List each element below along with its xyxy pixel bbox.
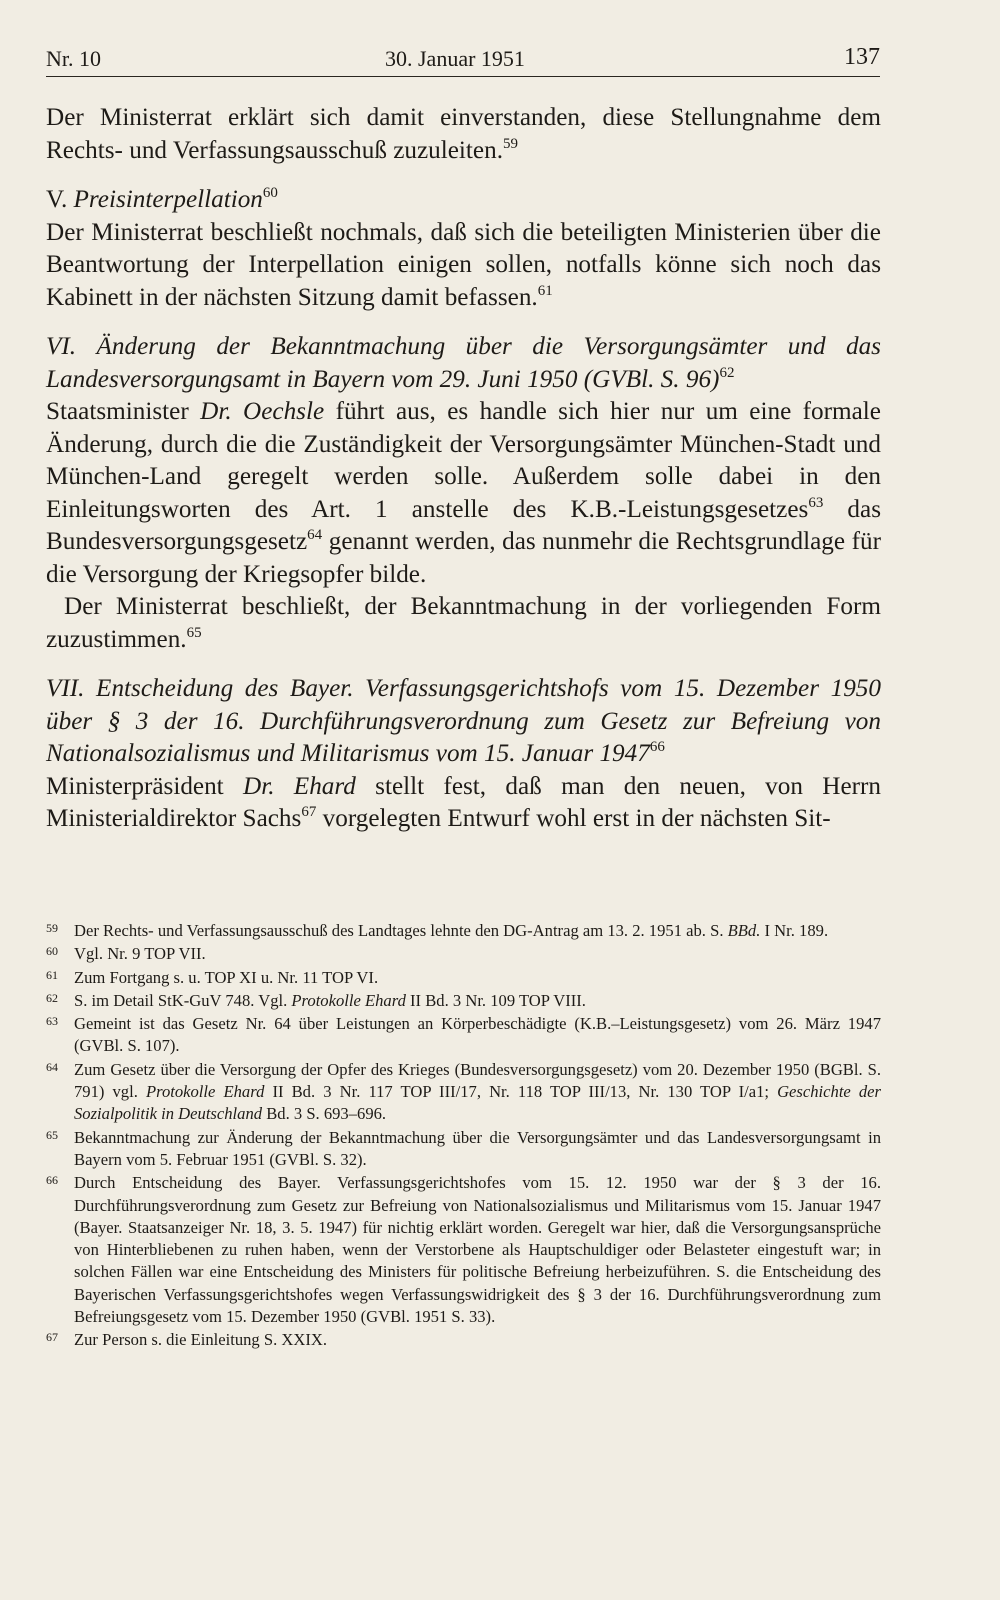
footnote-61: 61 Zum Fortgang s. u. TOP XI u. Nr. 11 TOP VI. bbox=[46, 967, 881, 989]
footnotes bbox=[46, 920, 881, 1353]
section-heading-vi: VI. Änderung der Bekanntmachung über die Versorgungsämter und das Landesversorgungsamt in Bayern vom 29. Juni 1950 (GVBl. S. 96)$^{62}$ bbox=[46, 333, 881, 393]
footnote-60: 60 Vgl. Nr. 9 TOP VII. bbox=[46, 943, 881, 965]
footnote-number: 66 bbox=[46, 1173, 58, 1188]
main-text bbox=[46, 102, 881, 836]
footnote-67: 67 Zur Person s. die Einleitung S. XXIX. bbox=[46, 1329, 881, 1351]
footnote-ref[interactable]: 67 bbox=[301, 804, 317, 820]
page-number: 137 bbox=[844, 44, 880, 70]
footnote-number: 64 bbox=[46, 1059, 58, 1074]
footnote-number: 61 bbox=[46, 967, 58, 982]
paragraph: Der Ministerrat beschließt nochmals, daß sich die beteiligten Ministerien über die Beantwortung der Interpellation einigen sollen, notfalls könne sich noch das Kabinett in der nächsten Sitzung damit befassen.$^{61}$ bbox=[46, 218, 881, 311]
footnote-59: 59 Der Rechts- und Verfassungsausschuß des Landtages lehnte den DG-Antrag am 13. 2. 1951 ab. S. BBd. I Nr. 189. bbox=[46, 920, 881, 942]
section-heading-v: V. Preisinterpellation$^{60}$ bbox=[46, 185, 278, 213]
footnote-65: 65 Bekanntmachung zur Änderung der Bekanntmachung über die Versorgungsämter und das Landesversorgungsamt in Bayern vom 5. Februar 1951 (GVBl. S. 32). bbox=[46, 1127, 881, 1172]
footnote-number: 62 bbox=[46, 990, 58, 1005]
footnote-ref[interactable]: 60 bbox=[262, 185, 278, 201]
footnote-number: 67 bbox=[46, 1330, 58, 1345]
running-header bbox=[46, 42, 880, 77]
footnote-number: 65 bbox=[46, 1127, 58, 1142]
footnote-64: 64 Zum Gesetz über die Versorgung der Opfer des Krieges (Bundesversorgungsgesetz) vom 20. Dezember 1950 (BGBl. S. 791) vgl. Protokolle Ehard II Bd. 3 Nr. 117 TOP III/17, Nr. 118 TOP III/13, Nr. 130 TOP I/a1; Geschichte der Sozialpolitik in Deutschland Bd. 3 S. 693–696. bbox=[46, 1059, 881, 1126]
footnote-66: 66 Durch Entscheidung des Bayer. Verfassungsgerichtshofes vom 15. 12. 1950 war der § 3 der 16. Durchführungsverordnung zum Gesetz zur Befreiung von Nationalsozialismus und Militarismus vom 15. Januar 1947 (Bayer. Staatsanzeiger Nr. 18, 3. 5. 1947) für nichtig erklärt worden. Geregelt war hier, daß die Versorgungsansprüche von Hinterbliebenen zu ruhen haben, wenn der Verstorbene als Hauptschuldiger oder Belasteter eingestuft war; in solchen Fällen war eine Entscheidung des Ministers für politische Befreiung herbeizuführen. S. die Entscheidung des Bayerischen Verfassungsgerichtshofes wegen Verfassungswidrigkeit des § 3 der 16. Durchführungsverordnung zum Befreiungsgesetz vom 15. Dezember 1950 (GVBl. 1951 S. 33). bbox=[46, 1172, 881, 1328]
footnote-ref[interactable]: 62 bbox=[719, 364, 735, 381]
person-name: Dr. Ehard bbox=[243, 772, 356, 800]
section-heading-vii: VII. Entscheidung des Bayer. Verfassungsgerichtshofs vom 15. Dezember 1950 über § 3 der 16. Durchführungsverordnung zum Gesetz zur Befreiung von Nationalsozialismus und Militarismus vom 15. Januar 1947$^{66}$ bbox=[46, 675, 881, 767]
footnote-62: 62 S. im Detail StK-GuV 748. Vgl. Protokolle Ehard II Bd. 3 Nr. 109 TOP VIII. bbox=[46, 990, 881, 1012]
person-name: Dr. Oechsle bbox=[200, 398, 325, 425]
footnote-number: 63 bbox=[46, 1014, 58, 1029]
session-date: 30. Januar 1951 bbox=[385, 46, 525, 71]
footnote-ref[interactable]: 61 bbox=[537, 282, 553, 299]
paragraph: Staatsminister Dr. Oechsle führt aus, es handle sich hier nur um eine formale Änderung, durch die die Zuständigkeit der Versorgungsämter München-Stadt und München-Land geregelt werden solle. Außerdem solle dabei in den Einleitungsworten des Art. 1 anstelle des K.B.-Leistungsgesetzes$^{63}$ das Bundesversorgungsgesetz$^{64}$ genannt werden, das nunmehr die Rechtsgrundlage für die Versorgung der Kriegsopfer bilde. bbox=[46, 398, 881, 588]
footnote-ref[interactable]: 63 bbox=[808, 494, 824, 511]
footnote-number: 59 bbox=[46, 921, 58, 935]
footnote-63: 63 Gemeint ist das Gesetz Nr. 64 über Leistungen an Körperbeschädigte (K.B.–Leistungsgesetz) vom 26. März 1947 (GVBl. S. 107). bbox=[46, 1013, 881, 1058]
paragraph: Der Ministerrat erklärt sich damit einverstanden, diese Stellungnahme dem Rechts- und Verfassungsausschuß zuzuleiten.$^{59}$ bbox=[46, 104, 881, 164]
document-number: Nr. 10 bbox=[46, 46, 101, 71]
footnote-ref[interactable]: 64 bbox=[307, 527, 323, 543]
footnote-ref[interactable]: 65 bbox=[186, 624, 202, 641]
footnote-number: 60 bbox=[46, 944, 58, 959]
footnote-ref[interactable]: 59 bbox=[503, 135, 519, 152]
paragraph: Ministerpräsident Dr. Ehard stellt fest, daß man den neuen, von Herrn Ministerialdirektor Sachs$^{67}$ vorgelegten Entwurf wohl erst in der nächsten Sit- bbox=[46, 772, 881, 832]
footnote-ref[interactable]: 66 bbox=[649, 739, 665, 755]
paragraph: Der Ministerrat beschließt, der Bekanntmachung in der vorliegenden Form zuzustimmen.$^{65}$ bbox=[46, 593, 881, 653]
